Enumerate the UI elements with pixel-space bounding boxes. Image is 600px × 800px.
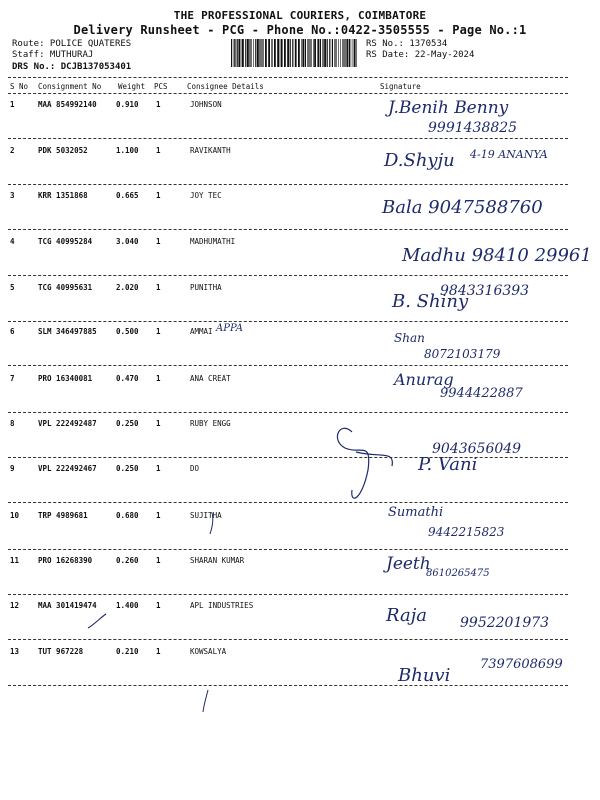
barcode-bar bbox=[298, 39, 300, 67]
row-sno: 10 bbox=[10, 511, 20, 520]
row-divider bbox=[8, 184, 568, 185]
row-divider bbox=[8, 502, 568, 503]
column-signature: Signature bbox=[380, 82, 421, 91]
barcode-bar bbox=[342, 39, 343, 67]
row-consignee: ANA CREAT bbox=[190, 374, 231, 383]
row-pcs: 1 bbox=[156, 327, 161, 336]
row-phone: 9442215823 bbox=[428, 525, 505, 539]
row-consignee: JOY TEC bbox=[190, 191, 222, 200]
barcode-bar bbox=[249, 39, 250, 67]
row-consignment-no: KRR 1351868 bbox=[38, 191, 88, 200]
row-divider bbox=[8, 685, 568, 686]
drs-number: DRS No.: DCJB137053401 bbox=[12, 62, 132, 72]
row-weight: 0.910 bbox=[116, 100, 139, 109]
row-consignee: DO bbox=[190, 464, 200, 473]
barcode-bar bbox=[329, 39, 330, 67]
barcode-bar bbox=[281, 39, 283, 67]
column-pcs: PCS bbox=[154, 82, 168, 91]
barcode-bar bbox=[237, 39, 238, 67]
row-phone: 4-19 ANANYA bbox=[470, 148, 548, 161]
column-weight: Weight bbox=[118, 82, 146, 91]
barcode-bar bbox=[338, 39, 339, 67]
barcode-bar bbox=[265, 39, 267, 67]
row-sno: 2 bbox=[10, 146, 15, 155]
row-signature: Madhu 98410 29961 bbox=[402, 245, 592, 266]
row-consignment-no: MAA 301419474 bbox=[38, 601, 97, 610]
row-phone: 9991438825 bbox=[428, 120, 518, 136]
row-signature: J.Benih Benny bbox=[388, 98, 509, 118]
barcode-bar bbox=[327, 39, 328, 67]
barcode-bar bbox=[314, 39, 316, 67]
row-signature: P. Vani bbox=[418, 454, 478, 475]
row-signature: Bhuvi bbox=[398, 665, 451, 686]
barcode-bar bbox=[284, 39, 286, 67]
barcode-bar bbox=[274, 39, 276, 67]
barcode-bar bbox=[324, 39, 326, 67]
barcode-bar bbox=[257, 39, 259, 67]
barcode-bar bbox=[340, 39, 341, 67]
row-weight: 0.210 bbox=[116, 647, 139, 656]
row-weight: 0.680 bbox=[116, 511, 139, 520]
row-sno: 3 bbox=[10, 191, 15, 200]
barcode-bar bbox=[251, 39, 252, 67]
row-consignee: SHARAN KUMAR bbox=[190, 556, 245, 565]
barcode-bar bbox=[309, 39, 310, 67]
row-sno: 5 bbox=[10, 283, 15, 292]
row-signature: Jeeth bbox=[386, 554, 431, 574]
row-sno: 12 bbox=[10, 601, 20, 610]
barcode-bar bbox=[255, 39, 256, 67]
staff-label: Staff: MUTHURAJ bbox=[12, 50, 94, 60]
header-divider-top bbox=[8, 77, 568, 78]
row-phone: 9043656049 bbox=[432, 441, 522, 457]
row-divider bbox=[8, 594, 568, 595]
barcode-bar bbox=[356, 39, 357, 67]
row-signature: Raja bbox=[386, 605, 428, 626]
row-pcs: 1 bbox=[156, 374, 161, 383]
row-weight: 0.665 bbox=[116, 191, 139, 200]
row-consignee: SUJITHA bbox=[190, 511, 222, 520]
rs-date: RS Date: 22-May-2024 bbox=[366, 50, 475, 60]
barcode-bar bbox=[280, 39, 281, 67]
barcode-bar bbox=[262, 39, 263, 67]
barcode-bar bbox=[346, 39, 348, 67]
barcode-bar bbox=[259, 39, 260, 67]
row-weight: 0.470 bbox=[116, 374, 139, 383]
row-weight: 0.500 bbox=[116, 327, 139, 336]
row-consignee: MADHUMATHI bbox=[190, 237, 236, 246]
row-consignment-no: VPL 222492487 bbox=[38, 419, 97, 428]
row-divider bbox=[8, 457, 568, 458]
row-weight: 1.100 bbox=[116, 146, 139, 155]
barcode-bar bbox=[322, 39, 323, 67]
row-signature: Shan bbox=[394, 331, 425, 345]
row-consignment-no: TUT 967228 bbox=[38, 647, 84, 656]
row-pcs: 1 bbox=[156, 647, 161, 656]
barcode-bar bbox=[253, 39, 254, 67]
row-weight: 0.260 bbox=[116, 556, 139, 565]
barcode-bar bbox=[241, 39, 242, 67]
row-consignee: RAVIKANTH bbox=[190, 146, 231, 155]
row-signature: Bala 9047588760 bbox=[382, 197, 543, 218]
row-sno: 1 bbox=[10, 100, 15, 109]
barcode bbox=[231, 39, 359, 67]
barcode-bar bbox=[334, 39, 335, 67]
barcode-bar bbox=[268, 39, 270, 67]
row-sno: 7 bbox=[10, 374, 15, 383]
barcode-bar bbox=[351, 39, 352, 67]
barcode-bar bbox=[307, 39, 308, 67]
barcode-bar bbox=[292, 39, 293, 67]
row-phone: 7397608699 bbox=[480, 657, 563, 672]
row-divider bbox=[8, 275, 568, 276]
row-consignment-no: PRO 16340081 bbox=[38, 374, 93, 383]
barcode-bar bbox=[353, 39, 354, 67]
row-divider bbox=[8, 549, 568, 550]
row-pcs: 1 bbox=[156, 511, 161, 520]
row-phone: 9843316393 bbox=[440, 283, 530, 299]
row-consignee: RUBY ENGG bbox=[190, 419, 231, 428]
row-pcs: 1 bbox=[156, 237, 161, 246]
row-signature: B. Shiny bbox=[392, 291, 469, 312]
row-sno: 11 bbox=[10, 556, 20, 565]
row-weight: 2.020 bbox=[116, 283, 139, 292]
column-sno: S No bbox=[10, 82, 29, 91]
row-divider bbox=[8, 229, 568, 230]
row-divider bbox=[8, 412, 568, 413]
row-consignee: APL INDUSTRIES bbox=[190, 601, 254, 610]
row-consignment-no: PDK 5032052 bbox=[38, 146, 88, 155]
company-title: THE PROFESSIONAL COURIERS, COIMBATORE bbox=[173, 9, 427, 22]
barcode-bar bbox=[313, 39, 314, 67]
row-phone: 9944422887 bbox=[440, 386, 523, 401]
row-sno: 8 bbox=[10, 419, 15, 428]
row-phone: 9952201973 bbox=[460, 615, 550, 631]
row-signature: Sumathi bbox=[388, 505, 444, 520]
row-sno: 13 bbox=[10, 647, 20, 656]
column-consignment: Consignment No bbox=[38, 82, 102, 91]
row-consignee: KOWSALYA bbox=[190, 647, 227, 656]
barcode-bar bbox=[245, 39, 246, 67]
barcode-bar bbox=[320, 39, 321, 67]
barcode-bar bbox=[242, 39, 244, 67]
row-pcs: 1 bbox=[156, 146, 161, 155]
row-pcs: 1 bbox=[156, 601, 161, 610]
barcode-bar bbox=[343, 39, 344, 67]
header-divider-bottom bbox=[8, 93, 568, 94]
row-weight: 0.250 bbox=[116, 419, 139, 428]
row-weight: 3.040 bbox=[116, 237, 139, 246]
barcode-bar bbox=[305, 39, 306, 67]
barcode-bar bbox=[247, 39, 249, 67]
row-sno: 9 bbox=[10, 464, 15, 473]
row-sno: 6 bbox=[10, 327, 15, 336]
row-phone: 8610265475 bbox=[426, 568, 490, 579]
row-signature: Anurag bbox=[394, 370, 454, 389]
barcode-bar bbox=[287, 39, 289, 67]
row-consignee: PUNITHA bbox=[190, 283, 222, 292]
barcode-bar bbox=[261, 39, 262, 67]
barcode-bar bbox=[302, 39, 304, 67]
column-consignee: Consignee Details bbox=[187, 82, 264, 91]
barcode-bar bbox=[234, 39, 235, 67]
row-divider bbox=[8, 321, 568, 322]
row-consignee: JOHNSON bbox=[190, 100, 222, 109]
barcode-bar bbox=[290, 39, 291, 67]
row-pcs: 1 bbox=[156, 100, 161, 109]
row-pcs: 1 bbox=[156, 556, 161, 565]
row-consignment-no: TCG 40995284 bbox=[38, 237, 93, 246]
row-consignee: AMMAI bbox=[190, 327, 213, 336]
runsheet-subtitle: Delivery Runsheet - PCG - Phone No.:0422-3505555 - Page No.:1 bbox=[73, 23, 527, 37]
barcode-bar bbox=[354, 39, 356, 67]
barcode-bar bbox=[332, 39, 333, 67]
row-pcs: 1 bbox=[156, 464, 161, 473]
row-consignment-no: SLM 346497885 bbox=[38, 327, 97, 336]
row-consignment-no: TCG 40995631 bbox=[38, 283, 93, 292]
row-consignment-no: VPL 222492467 bbox=[38, 464, 97, 473]
barcode-bar bbox=[349, 39, 350, 67]
row-consignment-no: TRP 4989681 bbox=[38, 511, 88, 520]
row-weight: 0.250 bbox=[116, 464, 139, 473]
row-divider bbox=[8, 639, 568, 640]
barcode-bar bbox=[336, 39, 337, 67]
barcode-bar bbox=[231, 39, 232, 67]
row-signature: D.Shyju bbox=[384, 150, 455, 171]
row-consignment-no: PRO 16268390 bbox=[38, 556, 93, 565]
row-divider bbox=[8, 138, 568, 139]
barcode-bar bbox=[277, 39, 279, 67]
row-weight: 1.400 bbox=[116, 601, 139, 610]
barcode-bar bbox=[345, 39, 346, 67]
barcode-bar bbox=[317, 39, 319, 67]
row-pcs: 1 bbox=[156, 419, 161, 428]
barcode-bar bbox=[235, 39, 236, 67]
barcode-bar bbox=[271, 39, 272, 67]
barcode-bar bbox=[295, 39, 297, 67]
row-handwritten-note: APPA bbox=[216, 323, 243, 334]
row-pcs: 1 bbox=[156, 191, 161, 200]
row-consignment-no: MAA 854992140 bbox=[38, 100, 97, 109]
row-divider bbox=[8, 365, 568, 366]
barcode-bar bbox=[301, 39, 302, 67]
rs-number: RS No.: 1370534 bbox=[366, 39, 448, 49]
row-phone: 8072103179 bbox=[424, 347, 501, 361]
row-sno: 4 bbox=[10, 237, 15, 246]
barcode-bar bbox=[238, 39, 240, 67]
row-pcs: 1 bbox=[156, 283, 161, 292]
route-label: Route: POLICE QUATERES bbox=[12, 39, 132, 49]
barcode-bar bbox=[310, 39, 311, 67]
